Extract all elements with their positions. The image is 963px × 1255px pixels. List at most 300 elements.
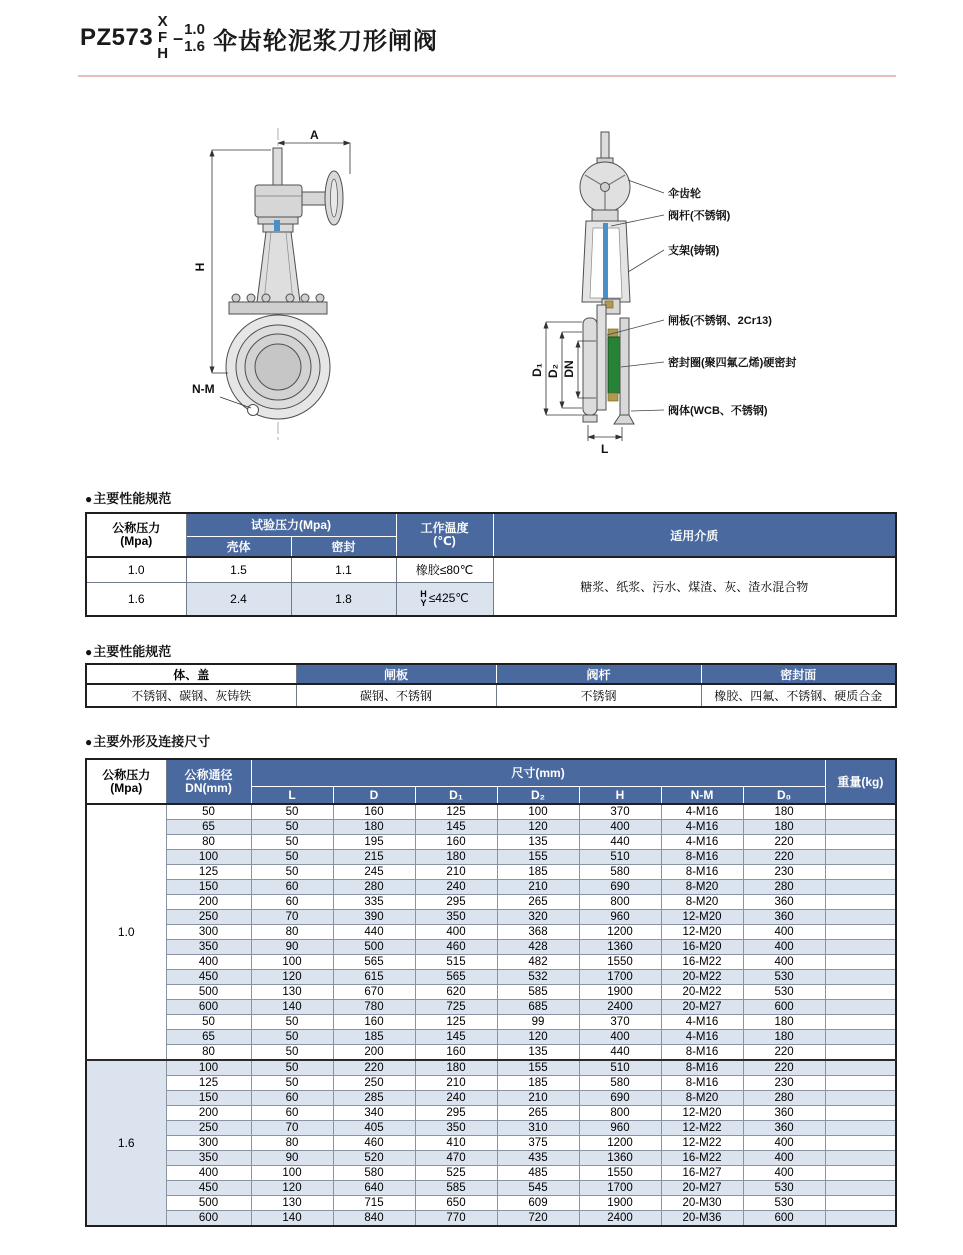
section-heading-dimensions: ●主要外形及连接尺寸 — [85, 734, 211, 749]
dim-cell: 80 — [166, 835, 251, 850]
col-header-nm: N-M — [661, 786, 743, 804]
dim-cell: 565 — [415, 970, 497, 985]
table-row — [86, 970, 896, 985]
table-row — [86, 850, 896, 865]
dim-cell: 140 — [251, 1211, 333, 1227]
dim-cell: 600 — [166, 1000, 251, 1015]
page-title — [80, 14, 438, 62]
weight-cell — [825, 985, 896, 1000]
dim-cell: 220 — [743, 1045, 825, 1061]
weight-cell — [825, 910, 896, 925]
dim-l-label: L — [601, 442, 609, 456]
dim-cell: 8-M16 — [661, 1060, 743, 1076]
dim-cell: 250 — [166, 1121, 251, 1136]
dim-cell: 1360 — [579, 1151, 661, 1166]
table-row — [86, 955, 896, 970]
gearbox-shaft — [302, 192, 326, 205]
dim-cell: 80 — [251, 925, 333, 940]
dim-cell: 135 — [497, 835, 579, 850]
dim-cell: 215 — [333, 850, 415, 865]
dim-cell: 12-M22 — [661, 1136, 743, 1151]
dim-cell: 50 — [251, 804, 333, 820]
dim-cell: 180 — [743, 820, 825, 835]
media-value: 糖浆、纸浆、污水、煤渣、灰、渣水混合物 — [493, 557, 896, 616]
weight-cell — [825, 820, 896, 835]
dim-cell: 530 — [743, 1181, 825, 1196]
table-row — [86, 1166, 896, 1181]
dim-cell: 180 — [333, 820, 415, 835]
dim-cell: 16-M27 — [661, 1166, 743, 1181]
dim-cell: 770 — [415, 1211, 497, 1227]
dim-cell: 8-M20 — [661, 1091, 743, 1106]
weight-cell — [825, 1106, 896, 1121]
col-header-test-pressure: 试验压力(Mpa) — [186, 513, 396, 536]
dim-cell: 620 — [415, 985, 497, 1000]
dim-cell: 585 — [415, 1181, 497, 1196]
dim-cell: 160 — [415, 835, 497, 850]
dim-cell: 185 — [333, 1030, 415, 1045]
dim-cell: 650 — [415, 1196, 497, 1211]
dim-cell: 670 — [333, 985, 415, 1000]
dim-cell: 600 — [743, 1000, 825, 1015]
table-row — [86, 1076, 896, 1091]
dim-cell: 400 — [579, 820, 661, 835]
dim-cell: 400 — [166, 955, 251, 970]
dim-cell: 500 — [166, 985, 251, 1000]
section-heading-materials: ●主要性能规范 — [85, 644, 172, 659]
dim-cell: 65 — [166, 1030, 251, 1045]
label-stem: 阀杆(不锈钢) — [668, 210, 731, 222]
dim-cell: 100 — [166, 850, 251, 865]
dim-cell: 600 — [166, 1211, 251, 1227]
materials-table — [85, 663, 897, 708]
pressure-value: 1.6 — [86, 582, 186, 616]
dim-nm-label: N-M — [192, 382, 215, 396]
label-bevel-gear: 伞齿轮 — [668, 188, 701, 200]
dim-cell: 60 — [251, 1091, 333, 1106]
table-row — [86, 895, 896, 910]
dim-cell: 210 — [497, 880, 579, 895]
dim-cell: 545 — [497, 1181, 579, 1196]
bullet-icon: ● — [85, 645, 93, 659]
weight-cell — [825, 1000, 896, 1015]
dim-a-label: A — [310, 128, 319, 142]
pressure-group-cell: 1.0 — [86, 804, 166, 1060]
dim-cell: 450 — [166, 970, 251, 985]
body-cover-material: 不锈钢、碳钢、灰铸铁 — [86, 684, 296, 707]
dimension-table — [85, 758, 897, 1227]
col-header-h: H — [579, 786, 661, 804]
dim-cell: 60 — [251, 1106, 333, 1121]
dim-cell: 400 — [743, 1166, 825, 1181]
dim-cell: 150 — [166, 880, 251, 895]
weight-cell — [825, 925, 896, 940]
weight-cell — [825, 804, 896, 820]
dim-cell: 210 — [415, 1076, 497, 1091]
dim-cell: 482 — [497, 955, 579, 970]
dim-cell: 440 — [579, 835, 661, 850]
col-header-d1: D₁ — [415, 786, 497, 804]
dim-cell: 1550 — [579, 1166, 661, 1181]
dim-cell: 250 — [166, 910, 251, 925]
dim-cell: 500 — [166, 1196, 251, 1211]
temp-value: H Y ≤425℃ — [396, 582, 493, 616]
dim-cell: 20-M36 — [661, 1211, 743, 1227]
dim-cell: 520 — [333, 1151, 415, 1166]
dim-cell: 580 — [333, 1166, 415, 1181]
col-header-body-cover: 体、盖 — [86, 664, 296, 684]
dim-cell: 450 — [166, 1181, 251, 1196]
dim-cell: 230 — [743, 865, 825, 880]
dim-cell: 400 — [415, 925, 497, 940]
dim-cell: 16-M22 — [661, 955, 743, 970]
dim-cell: 720 — [497, 1211, 579, 1227]
dim-cell: 185 — [497, 865, 579, 880]
dim-cell: 145 — [415, 1030, 497, 1045]
product-name: 伞齿轮泥浆刀形闸阀 — [212, 27, 438, 55]
dim-cell: 530 — [743, 1196, 825, 1211]
dim-cell: 50 — [166, 1015, 251, 1030]
pressure-group-cell: 1.6 — [86, 1060, 166, 1226]
col-header-weight: 重量(kg) — [825, 759, 896, 804]
dim-cell: 180 — [415, 850, 497, 865]
bonnet-plate — [229, 302, 327, 314]
weight-cell — [825, 1136, 896, 1151]
dim-cell: 960 — [579, 1121, 661, 1136]
dim-cell: 135 — [497, 1045, 579, 1061]
variant-letters — [157, 14, 168, 62]
table-row — [86, 985, 896, 1000]
dim-cell: 320 — [497, 910, 579, 925]
table-row — [86, 1211, 896, 1227]
col-header-shell: 壳体 — [186, 536, 291, 557]
temp-value: 橡胶≤80℃ — [396, 557, 493, 582]
dim-cell: 195 — [333, 835, 415, 850]
dim-cell: 960 — [579, 910, 661, 925]
pressure-16: 1.6 — [184, 38, 205, 55]
valve-drawings — [0, 100, 963, 460]
table-row — [86, 557, 896, 582]
dim-cell: 1200 — [579, 925, 661, 940]
dim-cell: 140 — [251, 1000, 333, 1015]
dim-cell: 295 — [415, 1106, 497, 1121]
dim-cell: 90 — [251, 940, 333, 955]
table-row — [86, 1015, 896, 1030]
dim-cell: 185 — [497, 1076, 579, 1091]
dim-cell: 160 — [415, 1045, 497, 1061]
col-header-d2: D₂ — [497, 786, 579, 804]
table-row — [86, 835, 896, 850]
bolt-hole — [248, 405, 259, 416]
dim-cell: 20-M22 — [661, 970, 743, 985]
weight-cell — [825, 955, 896, 970]
dim-cell: 2400 — [579, 1000, 661, 1015]
shell-value: 2.4 — [186, 582, 291, 616]
dim-cell: 400 — [743, 925, 825, 940]
dim-cell: 240 — [415, 1091, 497, 1106]
dim-cell: 400 — [743, 1151, 825, 1166]
table-row — [86, 865, 896, 880]
dim-cell: 155 — [497, 1060, 579, 1076]
col-header-d0: D₀ — [743, 786, 825, 804]
table-row — [86, 804, 896, 820]
dim-cell: 300 — [166, 1136, 251, 1151]
dim-d1-label: D₁ — [530, 363, 544, 377]
gearbox — [255, 185, 302, 217]
dim-cell: 715 — [333, 1196, 415, 1211]
table-row — [86, 1181, 896, 1196]
dim-cell: 685 — [497, 1000, 579, 1015]
dim-cell: 50 — [251, 1030, 333, 1045]
col-header-d: D — [333, 786, 415, 804]
weight-cell — [825, 835, 896, 850]
dim-cell: 460 — [333, 1136, 415, 1151]
section-view-drawing — [580, 132, 634, 424]
dim-cell: 370 — [579, 1015, 661, 1030]
weight-cell — [825, 1181, 896, 1196]
dim-cell: 100 — [251, 1166, 333, 1181]
dim-cell: 400 — [166, 1166, 251, 1181]
table-row — [86, 820, 896, 835]
dim-cell: 780 — [333, 1000, 415, 1015]
dim-cell: 510 — [579, 1060, 661, 1076]
dim-cell: 565 — [333, 955, 415, 970]
dim-cell: 500 — [333, 940, 415, 955]
dim-cell: 360 — [743, 1106, 825, 1121]
dim-cell: 50 — [251, 1015, 333, 1030]
dim-cell: 800 — [579, 1106, 661, 1121]
dim-cell: 80 — [166, 1045, 251, 1061]
dim-cell: 16-M20 — [661, 940, 743, 955]
dim-cell: 12-M20 — [661, 910, 743, 925]
dim-cell: 265 — [497, 895, 579, 910]
dim-cell: 390 — [333, 910, 415, 925]
dim-cell: 360 — [743, 1121, 825, 1136]
dim-cell: 50 — [251, 1076, 333, 1091]
dim-cell: 440 — [333, 925, 415, 940]
dim-cell: 1200 — [579, 1136, 661, 1151]
dim-cell: 530 — [743, 985, 825, 1000]
dim-cell: 4-M16 — [661, 1015, 743, 1030]
model-code: PZ573 — [80, 24, 154, 51]
dim-cell: 585 — [497, 985, 579, 1000]
weight-cell — [825, 865, 896, 880]
dim-cell: 125 — [415, 804, 497, 820]
dim-cell: 350 — [166, 1151, 251, 1166]
dim-cell: 400 — [743, 940, 825, 955]
dim-cell: 4-M16 — [661, 835, 743, 850]
table-row — [86, 1136, 896, 1151]
dim-cell: 485 — [497, 1166, 579, 1181]
dim-cell: 130 — [251, 985, 333, 1000]
dim-cell: 130 — [251, 1196, 333, 1211]
dim-cell: 600 — [743, 1211, 825, 1227]
performance-table — [85, 512, 897, 617]
col-header-seal: 密封 — [291, 536, 396, 557]
table-row — [86, 1045, 896, 1061]
dim-cell: 120 — [251, 1181, 333, 1196]
table-row — [86, 1000, 896, 1015]
dimension-table-body — [86, 804, 896, 1226]
dim-cell: 50 — [251, 835, 333, 850]
dim-cell: 230 — [743, 1076, 825, 1091]
pressure-value: 1.0 — [86, 557, 186, 582]
seal-value: 1.8 — [291, 582, 396, 616]
dim-cell: 360 — [743, 910, 825, 925]
dim-cell: 120 — [251, 970, 333, 985]
variant-x: X — [157, 13, 168, 30]
dim-dn-label: DN — [562, 360, 576, 378]
dim-cell: 50 — [251, 820, 333, 835]
dim-cell: 90 — [251, 1151, 333, 1166]
dim-cell: 20-M22 — [661, 985, 743, 1000]
label-body: 阀体(WCB、不锈钢) — [668, 405, 768, 417]
col-header-stem: 阀杆 — [496, 664, 701, 684]
dim-cell: 65 — [166, 820, 251, 835]
gate-plate — [597, 305, 606, 410]
dim-cell: 160 — [333, 804, 415, 820]
dim-cell: 100 — [251, 955, 333, 970]
dim-cell: 155 — [497, 850, 579, 865]
dim-cell: 1700 — [579, 1181, 661, 1196]
dim-cell: 1900 — [579, 1196, 661, 1211]
dim-cell: 20-M27 — [661, 1181, 743, 1196]
dim-cell: 690 — [579, 880, 661, 895]
dim-cell: 180 — [415, 1060, 497, 1076]
dim-cell: 245 — [333, 865, 415, 880]
front-view-drawing — [226, 128, 343, 442]
dim-cell: 99 — [497, 1015, 579, 1030]
dim-cell: 180 — [743, 1030, 825, 1045]
dim-cell: 8-M16 — [661, 1045, 743, 1061]
dim-cell: 435 — [497, 1151, 579, 1166]
col-header-media: 适用介质 — [493, 513, 896, 557]
pressure-10: 1.0 — [184, 21, 205, 38]
dim-cell: 16-M22 — [661, 1151, 743, 1166]
dim-cell: 400 — [743, 955, 825, 970]
dim-cell: 335 — [333, 895, 415, 910]
dim-cell: 530 — [743, 970, 825, 985]
variant-h: H — [157, 45, 169, 62]
stem-in-yoke — [603, 223, 608, 299]
dim-cell: 70 — [251, 1121, 333, 1136]
col-header-size: 尺寸(mm) — [251, 759, 825, 786]
weight-cell — [825, 1045, 896, 1061]
dim-cell: 280 — [743, 880, 825, 895]
dim-cell: 265 — [497, 1106, 579, 1121]
dim-cell: 400 — [743, 1136, 825, 1151]
dim-cell: 125 — [415, 1015, 497, 1030]
bullet-icon: ● — [85, 492, 93, 506]
weight-cell — [825, 1211, 896, 1227]
dim-cell: 580 — [579, 1076, 661, 1091]
dim-cell: 70 — [251, 910, 333, 925]
dim-cell: 640 — [333, 1181, 415, 1196]
dim-cell: 440 — [579, 1045, 661, 1061]
col-header-temperature: 工作温度 (℃) — [396, 513, 493, 557]
dim-cell: 8-M20 — [661, 880, 743, 895]
dim-cell: 428 — [497, 940, 579, 955]
dim-cell: 60 — [251, 880, 333, 895]
dim-cell: 580 — [579, 865, 661, 880]
body-foot-right — [614, 415, 634, 424]
title-divider — [78, 75, 896, 77]
dim-cell: 368 — [497, 925, 579, 940]
dim-cell: 1700 — [579, 970, 661, 985]
dim-cell: 50 — [251, 850, 333, 865]
dim-cell: 1360 — [579, 940, 661, 955]
col-header-gate: 闸板 — [296, 664, 496, 684]
dim-cell: 350 — [415, 1121, 497, 1136]
dim-cell: 350 — [166, 940, 251, 955]
dim-cell: 340 — [333, 1106, 415, 1121]
dim-cell: 125 — [166, 1076, 251, 1091]
dim-h-label: H — [193, 262, 207, 272]
dim-cell: 400 — [579, 1030, 661, 1045]
weight-cell — [825, 1030, 896, 1045]
dim-cell: 280 — [743, 1091, 825, 1106]
dim-cell: 310 — [497, 1121, 579, 1136]
table-row — [86, 1151, 896, 1166]
weight-cell — [825, 880, 896, 895]
dim-cell: 200 — [166, 1106, 251, 1121]
dim-cell: 800 — [579, 895, 661, 910]
label-yoke: 支架(铸钢) — [668, 245, 720, 257]
dim-cell: 615 — [333, 970, 415, 985]
weight-cell — [825, 850, 896, 865]
table-row — [86, 1030, 896, 1045]
shell-value: 1.5 — [186, 557, 291, 582]
dim-cell: 410 — [415, 1136, 497, 1151]
section-heading-performance: ●主要性能规范 — [85, 491, 172, 506]
dim-cell: 145 — [415, 820, 497, 835]
yoke-front — [257, 232, 300, 302]
weight-cell — [825, 1121, 896, 1136]
table-row — [86, 684, 896, 707]
dim-cell: 50 — [251, 1060, 333, 1076]
dim-cell: 100 — [166, 1060, 251, 1076]
weight-cell — [825, 1076, 896, 1091]
table-row — [86, 1091, 896, 1106]
dim-cell: 50 — [166, 804, 251, 820]
dim-cell: 210 — [497, 1091, 579, 1106]
stem-visible — [274, 220, 280, 231]
dim-cell: 220 — [743, 850, 825, 865]
table-row — [86, 910, 896, 925]
stem-rod — [273, 148, 282, 188]
dim-cell: 12-M20 — [661, 925, 743, 940]
dim-cell: 120 — [497, 820, 579, 835]
seal-value: 1.1 — [291, 557, 396, 582]
dim-cell: 460 — [415, 940, 497, 955]
weight-cell — [825, 1060, 896, 1076]
dim-cell: 200 — [333, 1045, 415, 1061]
dim-cell: 50 — [251, 1045, 333, 1061]
dim-cell: 80 — [251, 1136, 333, 1151]
table-row — [86, 880, 896, 895]
seal-face-material: 橡胶、四氟、不锈钢、硬质合金 — [701, 684, 896, 707]
weight-cell — [825, 940, 896, 955]
dim-cell: 8-M16 — [661, 1076, 743, 1091]
dim-cell: 295 — [415, 895, 497, 910]
dim-cell: 12-M20 — [661, 1106, 743, 1121]
dim-cell: 470 — [415, 1151, 497, 1166]
dim-d2-label: D₂ — [546, 364, 560, 378]
dim-cell: 220 — [333, 1060, 415, 1076]
bore — [255, 344, 301, 390]
dim-cell: 285 — [333, 1091, 415, 1106]
dim-cell: 300 — [166, 925, 251, 940]
